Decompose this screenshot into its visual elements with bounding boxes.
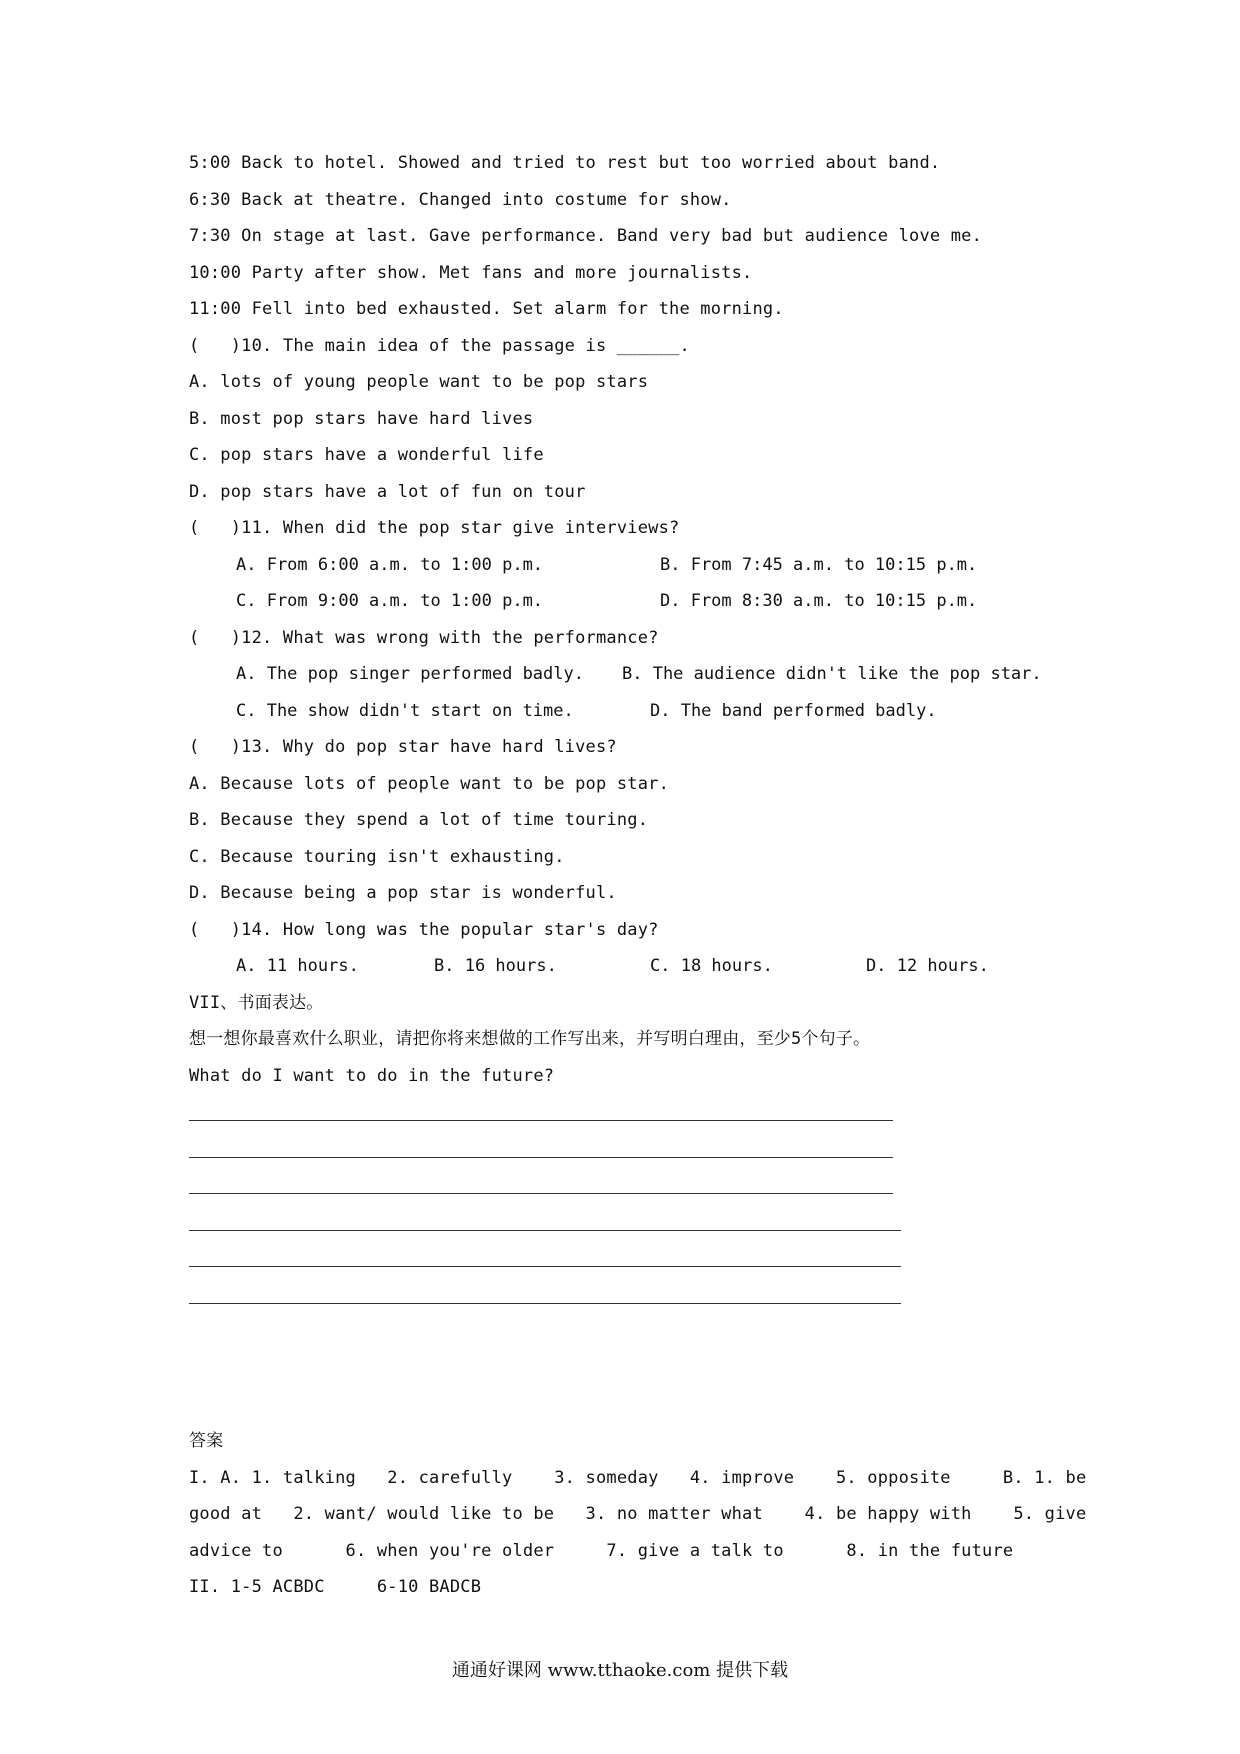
q14-option-a: A. 11 hours. <box>236 956 359 976</box>
q10-option-d: D. pop stars have a lot of fun on tour <box>189 482 586 502</box>
q13-option-a: A. Because lots of people want to be pop star. <box>189 774 670 794</box>
question-14: ( )14. How long was the popular star's day? <box>189 920 659 940</box>
answer-blank-line[interactable] <box>189 1157 893 1158</box>
answers-line-1: I. A. 1. talking 2. carefully 3. someday 4. improve 5. opposite B. 1. be <box>189 1468 1087 1488</box>
q11-option-d: D. From 8:30 a.m. to 10:15 p.m. <box>660 591 978 611</box>
writing-instruction: 想一想你最喜欢什么职业，请把你将来想做的工作写出来，并写明白理由，至少5个句子。 <box>189 1029 871 1049</box>
question-12: ( )12. What was wrong with the performance? <box>189 628 659 648</box>
q13-option-d: D. Because being a pop star is wonderful. <box>189 883 617 903</box>
schedule-line-2: 6:30 Back at theatre. Changed into costume for show. <box>189 190 732 210</box>
schedule-line-3: 7:30 On stage at last. Gave performance. Band very bad but audience love me. <box>189 226 983 246</box>
q14-option-c: C. 18 hours. <box>650 956 773 976</box>
q12-option-b: B. The audience didn't like the pop star. <box>622 664 1042 684</box>
q13-option-c: C. Because touring isn't exhausting. <box>189 847 565 867</box>
answer-blank-line[interactable] <box>189 1303 901 1304</box>
page-footer: 通通好课网 www.tthaoke.com 提供下载 <box>451 1660 789 1681</box>
q12-option-d: D. The band performed badly. <box>650 701 937 721</box>
q12-option-c: C. The show didn't start on time. <box>236 701 574 721</box>
q12-option-a: A. The pop singer performed badly. <box>236 664 584 684</box>
schedule-line-4: 10:00 Party after show. Met fans and more journalists. <box>189 263 753 283</box>
q11-option-b: B. From 7:45 a.m. to 10:15 p.m. <box>660 555 978 575</box>
q14-option-d: D. 12 hours. <box>866 956 989 976</box>
schedule-line-1: 5:00 Back to hotel. Showed and tried to rest but too worried about band. <box>189 153 941 173</box>
q13-option-b: B. Because they spend a lot of time touring. <box>189 810 649 830</box>
answer-blank-line[interactable] <box>189 1120 893 1121</box>
writing-prompt: What do I want to do in the future? <box>189 1066 555 1086</box>
question-13: ( )13. Why do pop star have hard lives? <box>189 737 617 757</box>
q10-option-c: C. pop stars have a wonderful life <box>189 445 544 465</box>
writing-heading: VII、书面表达。 <box>189 993 324 1013</box>
q11-option-a: A. From 6:00 a.m. to 1:00 p.m. <box>236 555 544 575</box>
q10-option-b: B. most pop stars have hard lives <box>189 409 534 429</box>
schedule-line-5: 11:00 Fell into bed exhausted. Set alarm for the morning. <box>189 299 784 319</box>
q10-option-a: A. lots of young people want to be pop stars <box>189 372 649 392</box>
q14-option-b: B. 16 hours. <box>434 956 557 976</box>
question-10: ( )10. The main idea of the passage is ______. <box>189 336 690 356</box>
answers-line-4: II. 1-5 ACBDC 6-10 BADCB <box>189 1577 482 1597</box>
answers-line-2: good at 2. want/ would like to be 3. no matter what 4. be happy with 5. give <box>189 1504 1087 1524</box>
answer-blank-line[interactable] <box>189 1230 901 1231</box>
q11-option-c: C. From 9:00 a.m. to 1:00 p.m. <box>236 591 544 611</box>
answer-blank-line[interactable] <box>189 1266 901 1267</box>
answer-blank-line[interactable] <box>189 1193 893 1194</box>
answers-line-3: advice to 6. when you're older 7. give a talk to 8. in the future <box>189 1541 1014 1561</box>
answers-heading: 答案 <box>189 1431 224 1451</box>
question-11: ( )11. When did the pop star give interviews? <box>189 518 680 538</box>
